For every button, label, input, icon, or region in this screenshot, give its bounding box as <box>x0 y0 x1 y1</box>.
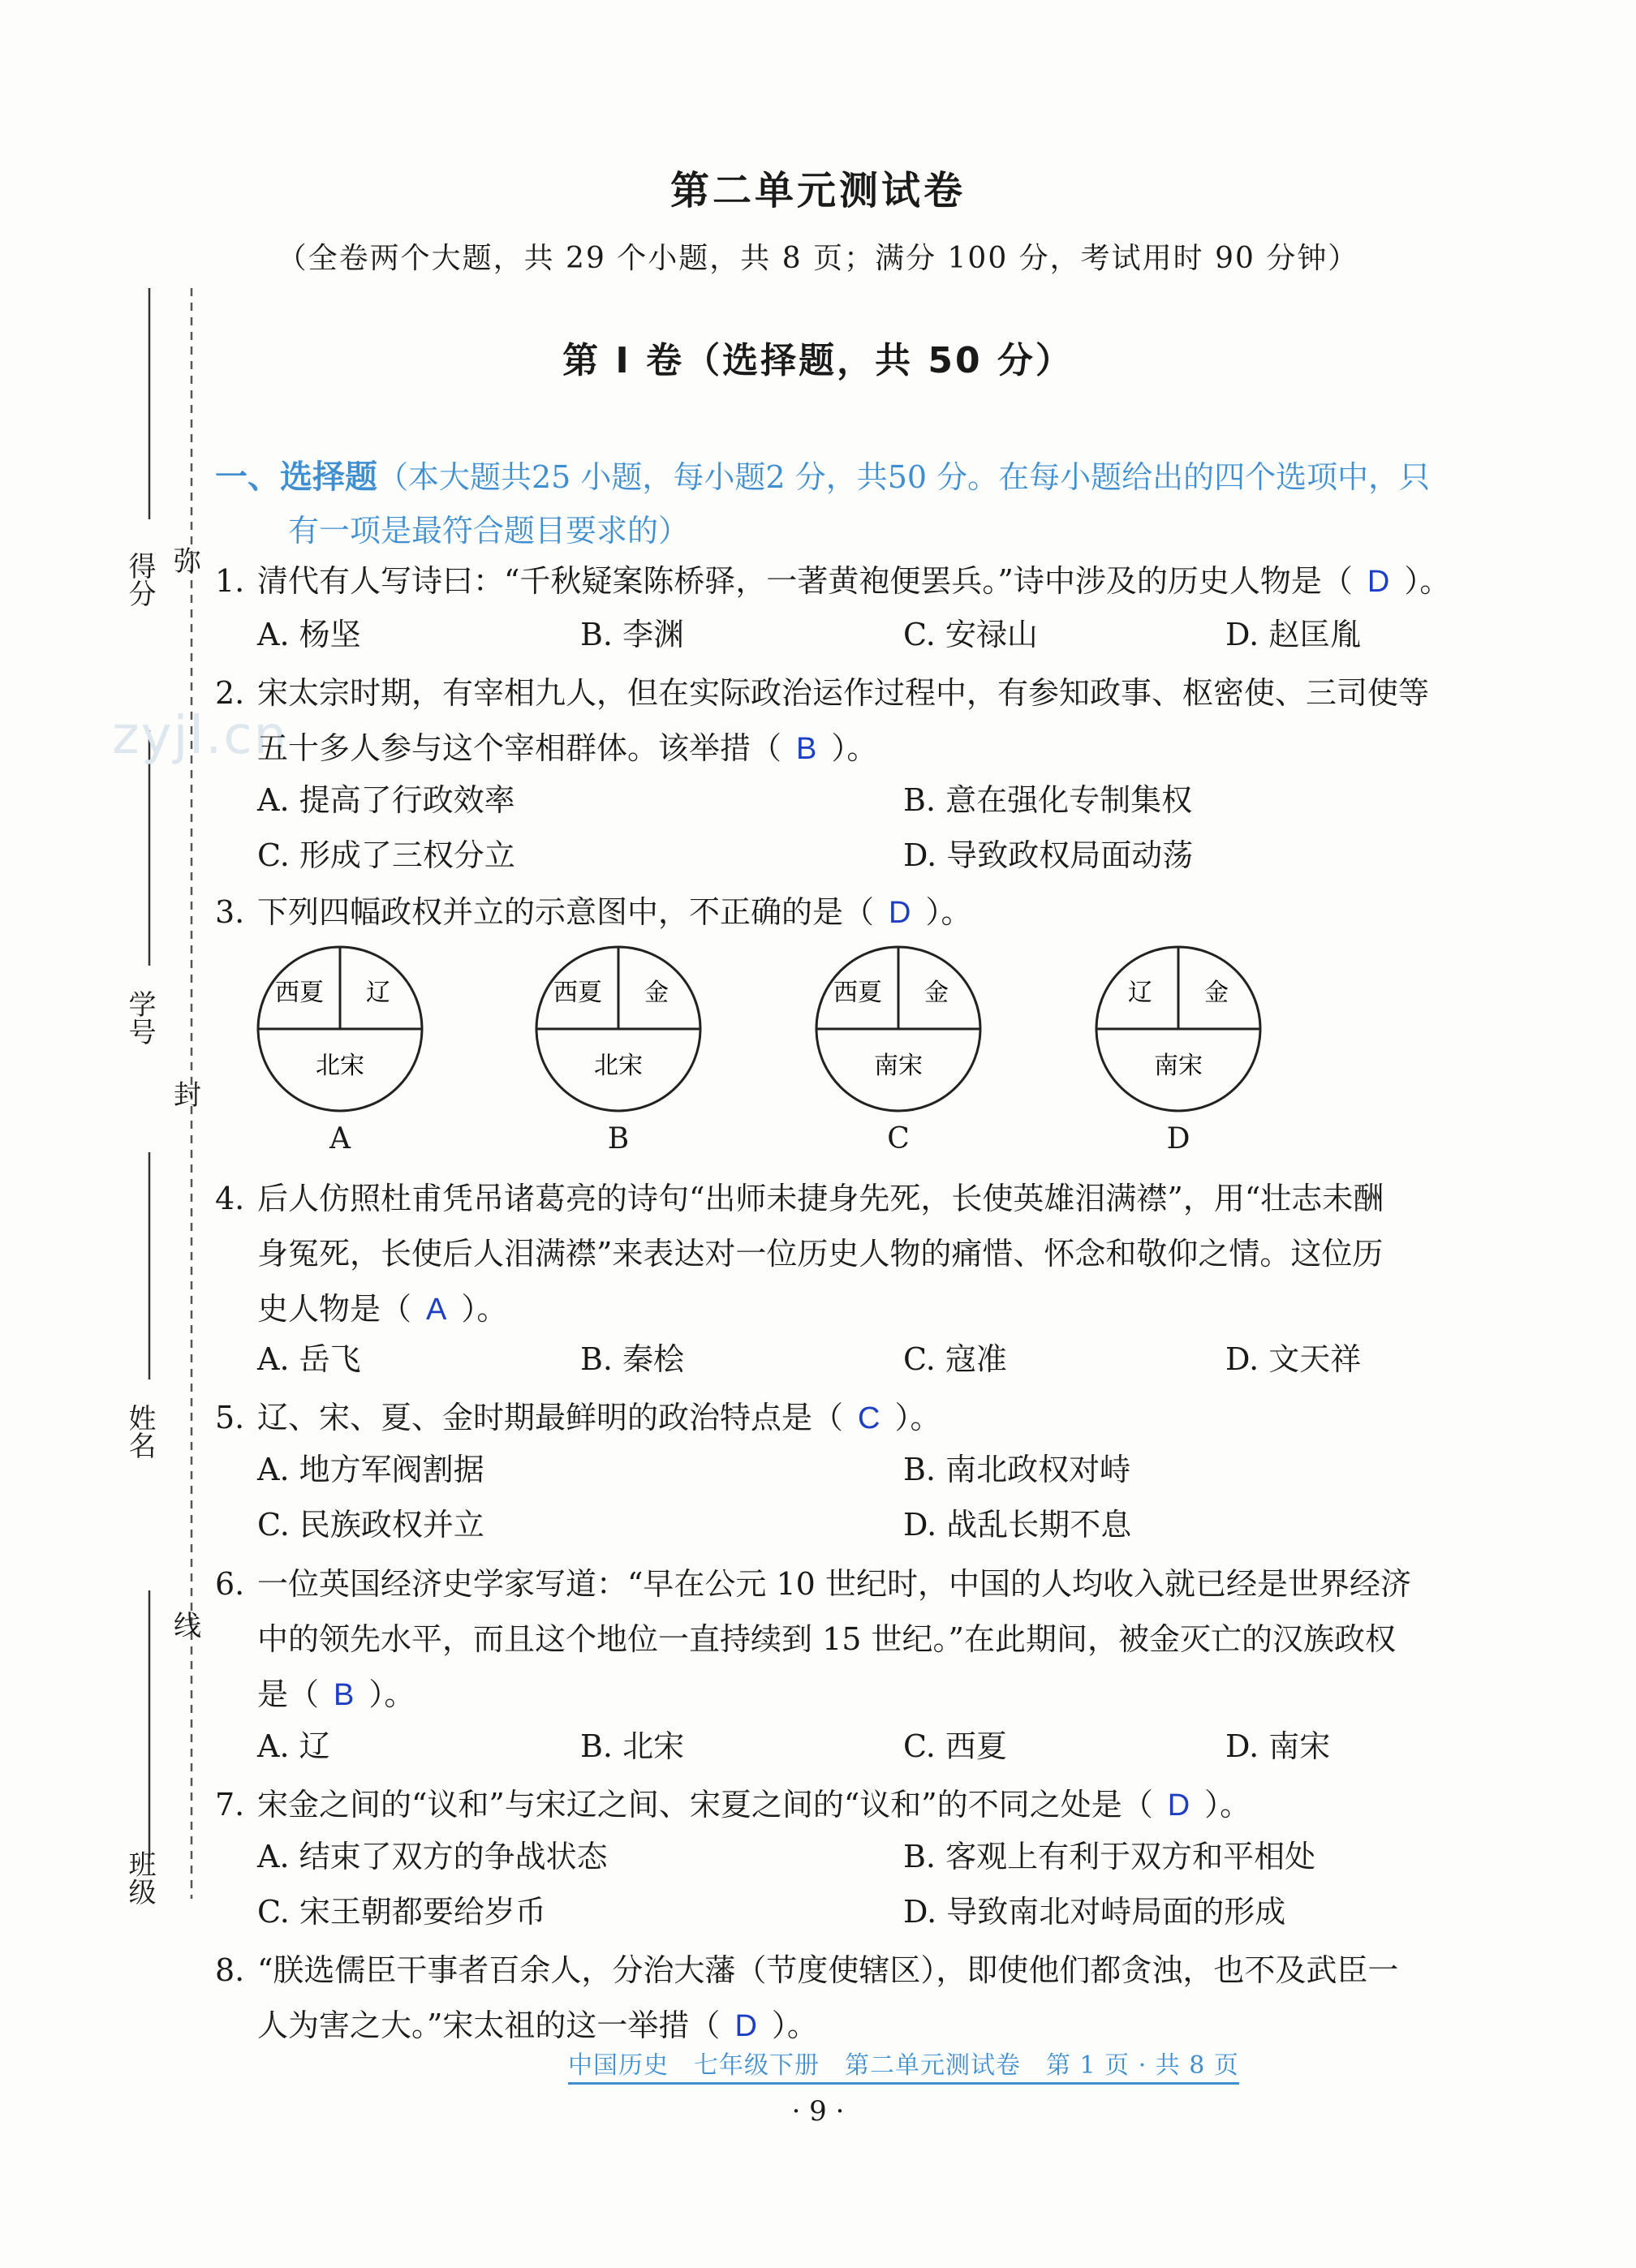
question-7 <box>215 1777 1497 1833</box>
question-stem: 后人仿照杜甫凭吊诸葛亮的诗句“出师未捷身先死，长使英雄泪满襟”，用“壮志未酬 <box>257 1181 1384 1216</box>
q2-option-b: B. 意在强化专制集权 <box>903 782 1193 818</box>
question-1 <box>215 553 1497 609</box>
diagram-b-left: 西夏 <box>553 979 602 1007</box>
question-stem-end: ）。 <box>1404 563 1451 599</box>
question-stem-end: ）。 <box>831 730 878 766</box>
q7-option-c: C. 宋王朝都要给岁币 <box>257 1894 546 1930</box>
question-stem-2: 人为害之大。”宋太祖的这一举措（ <box>257 2008 721 2043</box>
q5-option-b: B. 南北政权对峙 <box>903 1452 1131 1487</box>
question-2 <box>215 665 1497 777</box>
diagram-a-bottom: 北宋 <box>316 1052 364 1080</box>
diagram-b-bottom: 北宋 <box>594 1052 643 1080</box>
q6-option-a: A. 辽 <box>257 1728 330 1764</box>
seal-char-xian: 线 <box>174 1610 201 1642</box>
answer-mark: D <box>1367 565 1390 599</box>
question-number: 5. <box>215 1400 245 1435</box>
question-stem-end: ）。 <box>1204 1787 1251 1823</box>
page-subtitle: （全卷两个大题，共 29 个小题，共 8 页；满分 100 分，考试用时 90 分钟） <box>277 242 1359 275</box>
student-id-label: 学号 <box>123 990 156 1045</box>
diagram-c-bottom: 南宋 <box>874 1052 923 1080</box>
diagram-a-label: A <box>329 1122 351 1156</box>
diagram-d-right: 金 <box>1204 979 1229 1007</box>
question-3 <box>215 884 1497 940</box>
answer-mark: C <box>858 1401 880 1435</box>
diagram-c-label: C <box>887 1122 910 1156</box>
score-label: 得分 <box>123 552 156 607</box>
q5-option-a: A. 地方军阀割据 <box>257 1452 484 1487</box>
q1-option-d: D. 赵匡胤 <box>1225 617 1362 652</box>
question-stem: 一位英国经济史学家写道：“早在公元 10 世纪时，中国的人均收入就已经是世界经济 <box>257 1566 1411 1602</box>
answer-mark: A <box>426 1293 447 1327</box>
question-stem-3: 是（ <box>257 1676 320 1712</box>
diagram-d-label: D <box>1166 1122 1190 1156</box>
question-number: 8. <box>215 1952 245 1988</box>
diagram-a-left: 西夏 <box>275 979 324 1007</box>
q1-option-a: A. 杨坚 <box>257 617 361 652</box>
question-stem-end: ）。 <box>461 1291 508 1327</box>
diagram-d-left: 辽 <box>1128 979 1152 1007</box>
question-stem-3: 史人物是（ <box>257 1291 412 1327</box>
question-number: 3. <box>215 894 245 930</box>
diagram-d-bottom: 南宋 <box>1154 1052 1203 1080</box>
answer-mark: D <box>1167 1788 1190 1823</box>
name-label: 姓名 <box>123 1404 156 1459</box>
answer-mark: B <box>796 732 817 766</box>
question-stem-2: 身冤死，长使后人泪满襟”来表达对一位历史人物的痛惜、怀念和敬仰之情。这位历 <box>257 1236 1384 1272</box>
question-5 <box>215 1390 1497 1446</box>
question-number: 1. <box>215 563 245 599</box>
page-number: · 9 · <box>791 2095 845 2128</box>
question-stem-end: ）。 <box>368 1676 415 1712</box>
instructions-line2: 有一项是最符合题目要求的） <box>288 513 690 549</box>
question-4 <box>215 1171 1497 1337</box>
class-label: 班级 <box>123 1850 156 1905</box>
question-stem: 辽、宋、夏、金时期最鲜明的政治特点是（ <box>257 1400 844 1435</box>
question-stem-2: 五十多人参与这个宰相群体。该举措（ <box>257 730 782 766</box>
seal-char-feng: 封 <box>174 1079 201 1112</box>
seal-char-mi: 弥 <box>174 545 201 578</box>
section-instructions <box>215 450 1497 557</box>
question-stem-end: ）。 <box>771 2008 818 2043</box>
instructions-head: 一、选择题 <box>215 458 377 496</box>
question-stem: 宋太宗时期，有宰相九人，但在实际政治运作过程中，有参知政事、枢密使、三司使等 <box>257 675 1430 711</box>
q7-option-b: B. 客观上有利于双方和平相处 <box>903 1839 1316 1874</box>
q6-option-b: B. 北宋 <box>580 1728 685 1764</box>
diagram-d <box>1093 944 1264 1114</box>
instructions-line1: （本大题共25 小题，每小题2 分，共50 分。在每小题给出的四个选项中，只 <box>377 459 1431 495</box>
answer-mark: B <box>334 1678 355 1712</box>
q2-option-c: C. 形成了三权分立 <box>257 837 515 873</box>
page-footer: 中国历史 七年级下册 第二单元测试卷 第 1 页 · 共 8 页 <box>568 2045 1239 2085</box>
q1-option-c: C. 安禄山 <box>903 617 1038 652</box>
q4-option-c: C. 寇准 <box>903 1341 1007 1377</box>
q4-option-b: B. 秦桧 <box>580 1341 685 1377</box>
answer-mark: D <box>734 2009 757 2043</box>
question-stem: 清代有人写诗曰：“千秋疑案陈桥驿，一著黄袍便罢兵。”诗中涉及的历史人物是（ <box>257 563 1353 599</box>
diagram-c <box>813 944 984 1114</box>
q4-option-d: D. 文天祥 <box>1225 1341 1362 1377</box>
q7-option-a: A. 结束了双方的争战状态 <box>257 1839 608 1874</box>
question-stem: 宋金之间的“议和”与宋辽之间、宋夏之间的“议和”的不同之处是（ <box>257 1787 1153 1823</box>
diagram-a <box>255 944 425 1114</box>
q2-option-a: A. 提高了行政效率 <box>257 782 515 818</box>
q6-option-d: D. 南宋 <box>1225 1728 1331 1764</box>
q5-option-d: D. 战乱长期不息 <box>903 1507 1132 1543</box>
diagram-a-right: 辽 <box>366 979 390 1007</box>
diagram-b-right: 金 <box>644 979 669 1007</box>
question-number: 2. <box>215 675 245 711</box>
diagram-c-right: 金 <box>924 979 949 1007</box>
question-number: 6. <box>215 1566 245 1602</box>
diagram-c-left: 西夏 <box>833 979 882 1007</box>
diagram-b-label: B <box>607 1122 630 1156</box>
watermark: zyjl.cn <box>112 706 289 766</box>
question-stem-2: 中的领先水平，而且这个地位一直持续到 15 世纪。”在此期间，被金灭亡的汉族政权 <box>257 1621 1396 1657</box>
section-title: 第 I 卷（选择题，共 50 分） <box>562 340 1074 381</box>
q2-option-d: D. 导致政权局面动荡 <box>903 837 1194 873</box>
question-6 <box>215 1556 1497 1723</box>
q6-option-c: C. 西夏 <box>903 1728 1007 1764</box>
q4-option-a: A. 岳飞 <box>257 1341 361 1377</box>
diagram-b <box>533 944 704 1114</box>
q1-option-b: B. 李渊 <box>580 617 685 652</box>
question-stem: “朕选儒臣干事者百余人，分治大藩（节度使辖区），即使他们都贪浊，也不及武臣一 <box>257 1952 1399 1988</box>
question-stem: 下列四幅政权并立的示意图中，不正确的是（ <box>257 894 875 930</box>
question-stem-end: ）。 <box>894 1400 941 1435</box>
question-stem-end: ）。 <box>925 894 972 930</box>
q7-option-d: D. 导致南北对峙局面的形成 <box>903 1894 1286 1930</box>
question-number: 7. <box>215 1787 245 1823</box>
q5-option-c: C. 民族政权并立 <box>257 1507 484 1543</box>
question-number: 4. <box>215 1181 245 1216</box>
answer-mark: D <box>889 896 911 930</box>
question-8 <box>215 1943 1497 2054</box>
page-title: 第二单元测试卷 <box>669 168 966 213</box>
